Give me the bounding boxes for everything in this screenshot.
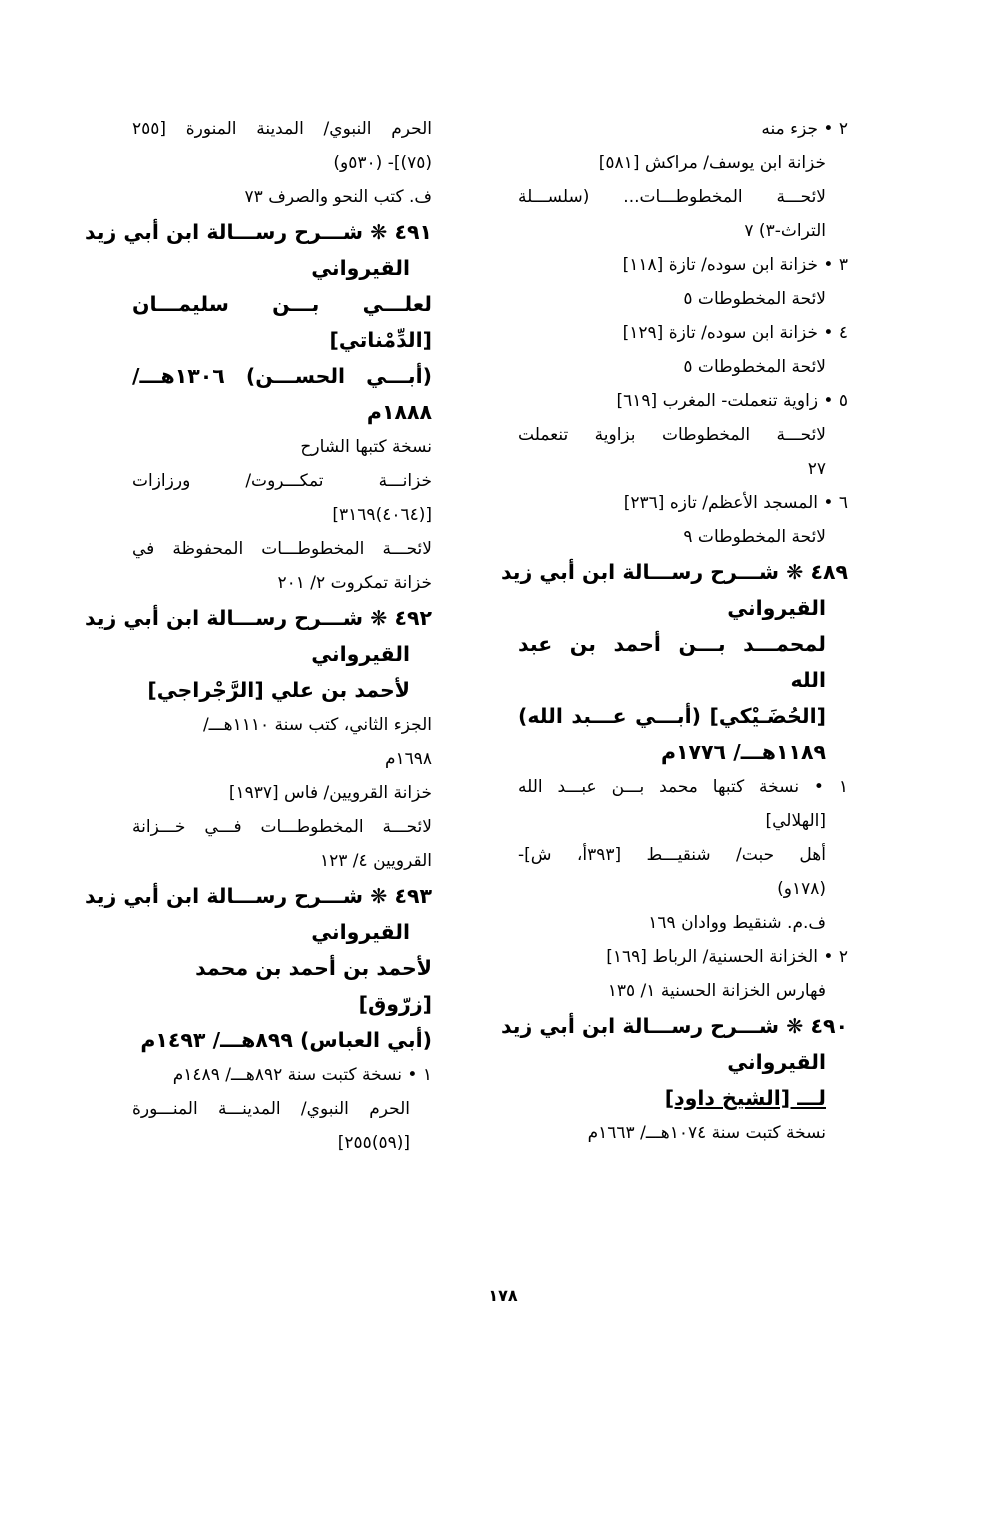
text-line: التراث-٣) ٧ xyxy=(744,221,826,241)
text-line: (١٧٨و) xyxy=(777,879,826,899)
text-line: ف. كتب النحو والصرف ٧٣ xyxy=(244,187,432,207)
text-line: ٢ • جزء منه xyxy=(761,119,848,139)
text-line: لائحة المخطوطات ٩ xyxy=(683,527,826,547)
text-line: ٥ • زاوية تنعملت- المغرب [٦١٩] xyxy=(616,391,848,411)
entry-title: القيرواني xyxy=(311,256,410,280)
text-line: لائحـــة المخطوطـــات... (سلســـلة xyxy=(518,187,826,207)
text-line: (٧٥)]- (٥٣٠و) xyxy=(333,153,432,173)
text-line: نسخة كتبت سنة ١٠٧٤هـــ/ ١٦٦٣م xyxy=(587,1123,826,1143)
right-column xyxy=(500,112,848,1150)
entry-author: لـــ [الشيخ داود] xyxy=(664,1086,826,1110)
text-line: لائحـــة المخطوطـــات فـــي خـــزانة xyxy=(132,817,432,837)
text-line: لائحة المخطوطات ٥ xyxy=(683,357,826,377)
entry-author: ١١٨٩هـــ/ ١٧٧٦م xyxy=(660,740,826,764)
left-column xyxy=(84,112,432,1160)
entry-title: ٤٩٣ ❋ شـــرح رســـالة ابن أبي زيد xyxy=(84,884,432,908)
text-line: خزانة القرويين/ فاس [١٩٣٧] xyxy=(228,783,432,803)
text-line: ٤ • خزانة ابن سوده/ تازة [١٢٩] xyxy=(622,323,848,343)
text-line: ١٦٩٨م xyxy=(384,749,432,769)
text-line: الحرم النبوي/ المدينة المنورة [٢٥٥ xyxy=(132,119,432,139)
entry-author: لأحمد بن أحمد بن محمد [زرّوق] xyxy=(195,956,432,1016)
text-line: لائحـــة المخطوطات بزاوية تنعملت xyxy=(518,425,826,445)
text-line: لائحة المخطوطات ٥ xyxy=(683,289,826,309)
text-line: خزانة ابن يوسف/ مراكش [٥٨١] xyxy=(598,153,826,173)
entry-title: ٤٨٩ ❋ شـــرح رســـالة ابن أبي زيد xyxy=(500,560,848,584)
text-line: ٢ • الخزانة الحسنية/ الرباط [١٦٩] xyxy=(606,947,848,967)
page-number: ١٧٨ xyxy=(488,1286,518,1305)
entry-author: لعلـــي بـــن سليمـــان [الدِّمْناتي] xyxy=(132,292,432,352)
entry-author: ١٨٨٨م xyxy=(366,400,432,424)
text-line: لائحـــة المخطوطـــات المحفوظة في xyxy=(132,539,432,559)
text-line: [(٥٩)٢٥٥] xyxy=(337,1133,410,1153)
entry-title: القيرواني xyxy=(727,596,826,620)
entry-author: (أبي العباس) ٨٩٩هـــ/ ١٤٩٣م xyxy=(140,1028,432,1052)
text-line: [الهلالي] xyxy=(765,811,826,831)
text-line: فهارس الخزانة الحسنية ١/ ١٣٥ xyxy=(607,981,826,1001)
entry-title: القيرواني xyxy=(311,920,410,944)
text-line: نسخة كتبها الشارح xyxy=(300,437,432,457)
text-line: خزانة تمكروت ٢/ ٢٠١ xyxy=(277,573,432,593)
text-line: خزانـــة تمكـــروت/ ورزازات xyxy=(132,471,432,491)
text-line: أهل حبت/ شنقيـــط [٣٩٣أ، ش]- xyxy=(518,845,826,865)
text-line: ٦ • المسجد الأعظم/ تازه [٢٣٦] xyxy=(623,493,848,513)
text-line: ف.م. شنقيط ووادان ١٦٩ xyxy=(648,913,826,933)
text-line: [(٤٠٦٤)٣١٦٩] xyxy=(332,505,432,525)
entry-author: [الحُضَـيْكي] (أبـــي عـــبد الله) xyxy=(518,704,826,728)
text-line: ١ • نسخة كتبها محمد بـــن عبـــد الله xyxy=(518,777,848,797)
text-line: الحرم النبوي/ المدينـــة المنـــورة xyxy=(132,1099,410,1119)
text-line: ٢٧ xyxy=(807,459,826,479)
text-line: ٣ • خزانة ابن سوده/ تازة [١١٨] xyxy=(622,255,848,275)
entry-title: ٤٩٢ ❋ شـــرح رســـالة ابن أبي زيد xyxy=(84,606,432,630)
entry-title: ٤٩٠ ❋ شـــرح رســـالة ابن أبي زيد xyxy=(500,1014,848,1038)
text-line: ١ • نسخة كتبت سنة ٨٩٢هـــ/ ١٤٨٩م xyxy=(172,1065,432,1085)
entry-title: القيرواني xyxy=(727,1050,826,1074)
entry-author: لمحمـــد بـــن أحمد بن عبد الله xyxy=(518,632,826,692)
entry-title: القيرواني xyxy=(311,642,410,666)
entry-author: لأحمد بن علي [الرَّجْراجي] xyxy=(147,678,410,702)
text-line: القرويين ٤/ ١٢٣ xyxy=(320,851,432,871)
entry-author: (أبـــي الحســـن) ١٣٠٦هـــ/ xyxy=(132,364,432,388)
entry-title: ٤٩١ ❋ شـــرح رســـالة ابن أبي زيد xyxy=(84,220,432,244)
text-line: الجزء الثاني، كتب سنة ١١١٠هـــ/ xyxy=(202,715,432,735)
